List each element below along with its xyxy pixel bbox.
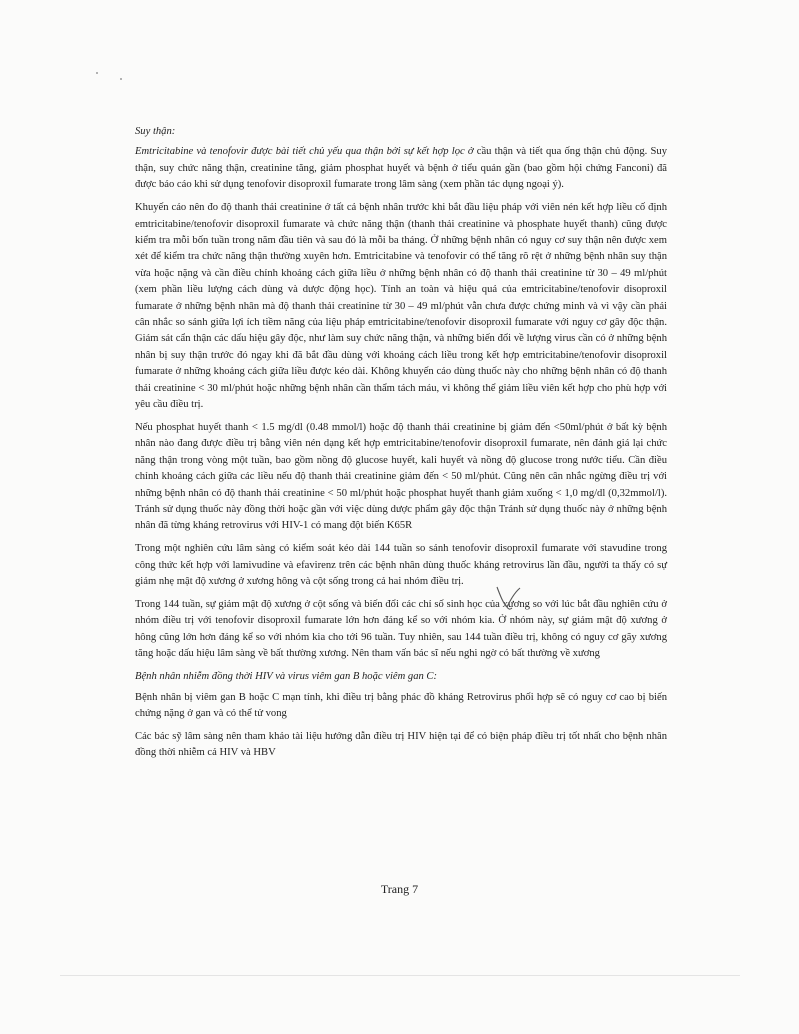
intro-rest-text: cầu thận và tiết qua ống thận chủ động. Suy thận, suy chức năng thận, creatinine tăng, giảm phosphat huyết và bệnh ở tiểu quản gần (bao gồm hội chứng Fanconi) đã được báo cáo khi sử dụng tenofovir disoproxil fumarate trong lâm sàng (xem phần tác dụng ngoại ý). [135, 146, 668, 191]
document-body [135, 124, 667, 768]
handwritten-signature-mark [494, 583, 524, 613]
paragraph-clinical-study: Trong một nghiên cứu lâm sàng có kiểm soát kéo dài 144 tuần so sánh tenofovir disoproxil fumarate với stavudine trong công thức kết hợp với lamivudine và efavirenz trên các bệnh nhân dùng thuốc kháng retrovirus lần đầu, người ta thấy có sự giảm nhẹ mật độ xương ở xương hông và cột sống trong cả hai nhóm điều trị. [135, 543, 667, 588]
scan-edge-line [60, 975, 740, 976]
subheading-coinfection: Bệnh nhân nhiễm đồng thời HIV và virus viêm gan B hoặc viêm gan C: [135, 671, 438, 683]
paragraph-phosphate: Nếu phosphat huyết thanh < 1.5 mg/dl (0.48 mmol/l) hoặc độ thanh thải creatinine bị giảm đến <50ml/phút ở bất kỳ bệnh nhân nào đang được điều trị bằng viên nén dạng kết hợp emtricitabine/tenofovir disoproxil fumarate, nên đánh giá lại chức năng thận trong vòng một tuần, bao gồm nồng độ glucose huyết, kali huyết và nồng độ glucose trong nước tiểu. Cần điều chỉnh khoảng cách giữa các liều nếu độ thanh thải creatinine giảm đến < 50 ml/phút. Cũng nên cân nhắc ngừng điều trị với những bệnh nhân có độ thanh thải creatinine < 50 ml/phút hoặc phosphat huyết thanh giảm xuống < 1,0 mg/dl (0,32mmol/l). Tránh sử dụng thuốc này đồng thời hoặc gần với việc dùng dược phẩm gây độc thận Tránh sử dụng thuốc này ở những bệnh nhân đã từng kháng retrovirus với HIV-1 có mang đột biến K65R [135, 421, 667, 532]
paragraph-hepatitis-risk: Bệnh nhân bị viêm gan B hoặc C mạn tính, khi điều trị bằng phác đồ kháng Retrovirus phối hợp sẽ có nguy cơ cao bị biến chứng nặng ở gan và có thể tử vong [135, 691, 667, 719]
intro-italic-text: Emtricitabine và tenofovir được bài tiết chủ yếu qua thận bởi sự kết hợp lọc ở [135, 146, 474, 158]
page-number: Trang 7 [380, 882, 419, 896]
paragraph-creatinine-monitoring: Khuyến cáo nên đo độ thanh thải creatinine ở tất cả bệnh nhân trước khi bắt đầu liệu pháp với viên nén kết hợp liều cố định emtricitabine/tenofovir disoproxil fumarate và chức năng thận (thanh thải creatinine và phosphate huyết thanh) cũng được kiểm tra mỗi bốn tuần trong năm đầu tiên và sau đó là mỗi ba tháng. Ở những bệnh nhân có nguy cơ suy thận nên được xem xét để kiểm tra chức năng thận thường xuyên hơn. Emtricitabine và tenofovir có thể tăng rõ rệt ở những bệnh nhân suy thận vừa hoặc nặng và cần điều chỉnh khoảng cách giữa liều ở những bệnh nhân có độ thanh thải creatinine từ 30 – 49 ml/phút (xem phần liều lượng cách dùng và dược động học). Tính an toàn và hiệu quả của emtricitabine/tenofovir disoproxil fumarate ở những bệnh nhân mà độ thanh thải creatinine từ 30 – 49 ml/phút vẫn chưa được chứng minh và vì vậy cần phải cân nhắc so sánh giữa lợi ích tiềm năng của liệu pháp emtricitabine/tenofovir disoproxil fumarate với nguy cơ gây độc thận. Giám sát cẩn thận các dấu hiệu gây độc, như làm suy chức năng thận, và những biến đổi về lượng virus cần có ở những bệnh nhân bị suy thận trước đó ngay khi đã bắt đầu dùng với khoảng cách liều trong kết hợp emtricitabine/tenofovir disoproxil fumarate ở những khoảng cách giữa liều được kéo dài. Không khuyến cáo dùng thuốc này cho những bệnh nhân có độ thanh thải creatinine < 30 ml/phút hoặc những bệnh nhân cần thẩm tách máu, vì không thể giảm liều viên kết hợp cho phù hợp với yêu cầu điều trị. [135, 202, 667, 410]
paragraph-bone-density: Trong 144 tuần, sự giảm mật độ xương ở cột sống và biến đổi các chỉ số sinh học của xương so với lúc bắt đầu nghiên cứu ở nhóm điều trị với tenofovir disoproxil fumarate lớn hơn đáng kể so với nhóm kia. Ở nhóm này, sự giảm mật độ xương ở hông cũng lớn hơn đáng kể so với nhóm kia cho tới 96 tuần. Tuy nhiên, sau 144 tuần điều trị, không có nguy cơ gãy xương tăng hoặc dấu hiệu lâm sàng về bất thường xương. Nên tham vấn bác sĩ nếu nghi ngờ có bất thường về xương [135, 598, 667, 660]
section-heading: Suy thận: [135, 126, 176, 137]
scan-speck [120, 78, 122, 80]
paragraph-intro [135, 144, 667, 193]
scan-speck [96, 72, 98, 74]
paragraph-guidelines: Các bác sỹ lâm sàng nên tham khảo tài liệu hướng dẫn điều trị HIV hiện tại để có biện pháp điều trị tốt nhất cho bệnh nhân đồng thời nhiễm cả HIV và HBV [135, 730, 667, 759]
